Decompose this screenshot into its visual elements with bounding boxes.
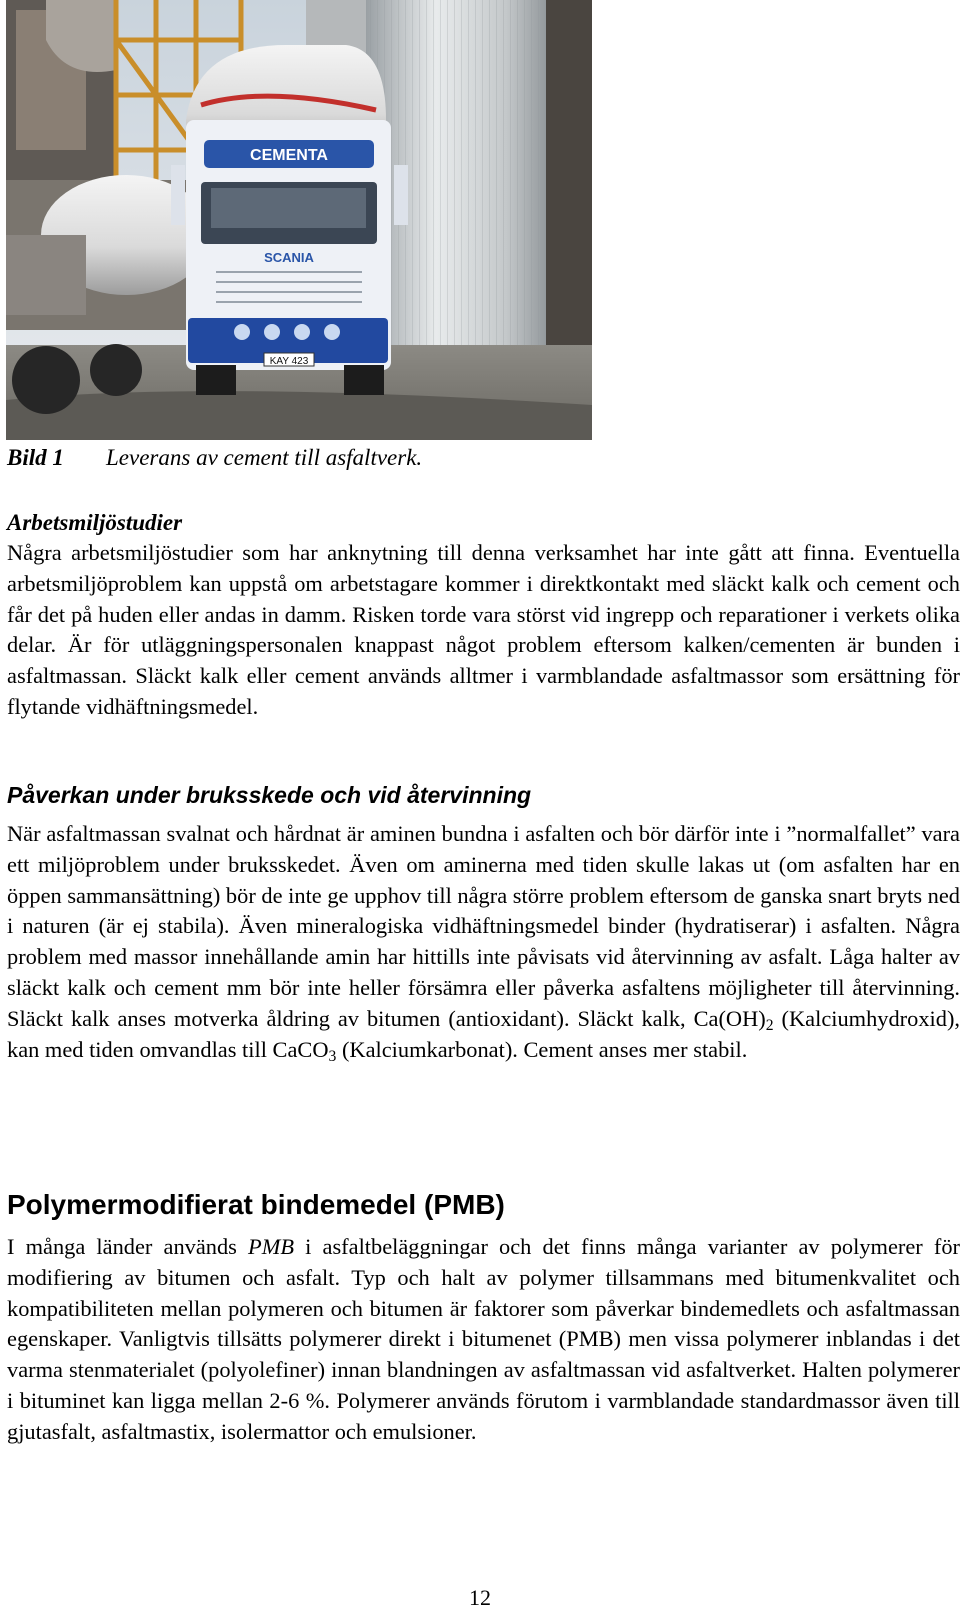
figure-caption [7, 445, 422, 471]
license-plate: KAY 423 [269, 356, 309, 367]
page-number: 12 [469, 1585, 491, 1610]
caption-number: Bild 1 [7, 445, 64, 470]
paragraph-pmb [7, 1232, 960, 1448]
subscript-2: 2 [765, 1016, 774, 1034]
section-heading-arbetsmiljo: Arbetsmiljöstudier [7, 510, 183, 535]
paragraph-pmb-part-b: i asfaltbeläggningar och det finns många varianter av polymerer för modifiering av bitumen och asfalt. Typ och halt av polymer tillsammans med bitumenkvalitet och kompatibiliteten mellan polymeren och bitumen är faktorer som påverkar bindemedlets och asfaltmassan egenskaper. Vanligtvis tillsätts polymerer direkt i bitumenet (PMB) men vissa polymerer inblandas i det varma stenmaterialet (polyolefiner) innan blandningen av asfaltmassan vid asfaltverket. Halten polymerer i bituminet kan ligga mellan 2-6 %. Polymerer används förutom i varmblandade standardmassor även till gjutasfalt, asfaltmastix, isolermattor och emulsioner. [7, 1234, 960, 1444]
section-heading-pmb: Polymermodifierat bindemedel (PMB) [7, 1189, 505, 1220]
subscript-3: 3 [328, 1047, 337, 1065]
paragraph-paverkan-part-a: När asfaltmassan svalnat och hårdnat är aminen bundna i asfalten och bör därför inte i ”normalfallet” vara ett miljöproblem under bruksskedet. Även om aminerna med tiden skulle lakas ut (om asfalten har en öppen sammansättning) bör de inte ge upphov till några större problem eftersom de ganska snart bryts ned i naturen (är ej stabila). Även mineralogiska vidhäftningsmedel binder (hydratiserar) i asfalten. Några problem med massor innehållande amin har hittills inte påvisats vid återvinning av asfalt. Låga halter av släckt kalk och cement mm bör inte heller försämra eller påverka asfaltens möjligheter till återvinning. Släckt kalk anses motverka åldring av bitumen (antioxidant). Släckt kalk, Ca(OH) [7, 821, 960, 1031]
paragraph-paverkan [7, 819, 960, 1065]
paragraph-pmb-part-a: I många länder används [7, 1234, 249, 1259]
cement-truck-photo [6, 0, 592, 440]
caption-text: Leverans av cement till asfaltverk. [106, 445, 423, 470]
pmb-italic: PMB [248, 1234, 295, 1259]
truck-sign: CEMENTA [250, 147, 328, 164]
paragraph-paverkan-part-b: (Kalciumhydroxid), kan med tiden omvandlas till CaCO [7, 1005, 960, 1062]
section-heading-paverkan: Påverkan under bruksskede och vid återvinning [7, 782, 532, 808]
paragraph-paverkan-part-c: (Kalciumkarbonat). Cement anses mer stabil. [336, 1036, 748, 1062]
truck-brand: SCANIA [264, 250, 314, 265]
paragraph-arbetsmiljo: Några arbetsmiljöstudier som har anknytning till denna verksamhet har inte gått att finna. Eventuella arbetsmiljöproblem kan uppstå om arbetstagare kommer i direktkontakt med släckt kalk och cement och får det på huden eller andas in damm. Risken torde vara störst vid ingrepp och reparationer i verkets olika delar. Är för utläggningspersonalen knappast något problem eftersom kalken/cementen är bunden i asfaltmassan. Släckt kalk eller cement används alltmer i varmblandade asfaltmassor som ersättning för flytande vidhäftningsmedel. [7, 540, 960, 719]
